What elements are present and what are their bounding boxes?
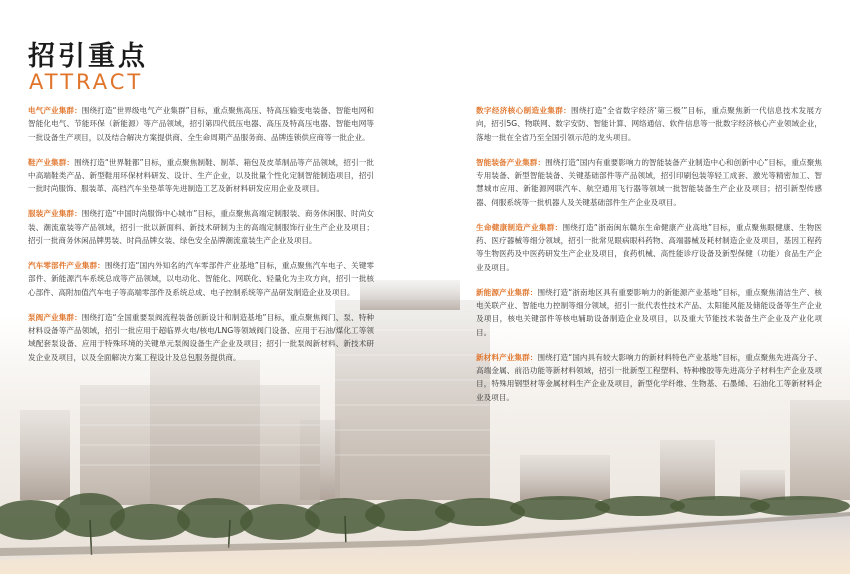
cluster-text: 围绕打造“浙南闽东赣东生命健康产业高地”目标，重点聚焦眼健康、生物医药、医疗器械等细分领域，招引一批常见眼病眼科药物、高端器械及耗材制造企业及项目，基因工程药等生物医药及中医药研发生产企业及项目，食药机械、高性能诊疗设备及新型保健（功能）食品生产企业及项目。 <box>476 222 822 272</box>
cluster-paragraph <box>28 311 374 364</box>
left-column <box>28 104 374 376</box>
cluster-paragraph <box>476 286 822 339</box>
cluster-paragraph <box>28 156 374 196</box>
cluster-text: 围绕打造“浙南地区具有重要影响力的新能源产业基地”目标，重点聚焦清洁生产、核电关联产业、智能电力控制等细分领域，招引一批代表性技术产品、太阳能风能及储能设备等生产企业及项目，核电关键部件等核电辅助设备制造企业及项目，以及重大节能技术装备生产企业及产业化项目。 <box>476 287 822 337</box>
cluster-heading: 智能装备产业集群： <box>476 157 546 167</box>
cluster-paragraph <box>476 221 822 274</box>
cluster-text: 围绕打造“国内具有较大影响力的新材料特色产业基地”目标，重点聚焦先进高分子、高端金属、前沿功能等新材料领域，招引一批新型工程塑料、特种橡胶等先进高分子材料生产企业及项目，特殊用钢型材等金属材料生产企业及项目，新型化学纤维、生物基、石墨烯、石油化工等新材料企业及项目。 <box>476 352 822 402</box>
page-title: 招引重点 <box>28 41 148 72</box>
cluster-heading: 新能源产业集群： <box>476 287 538 297</box>
cluster-text: 围绕打造“国内外知名的汽车零部件产业基地”目标，重点聚焦汽车电子、关键零部件、新能源汽车系统总成等产品领域，以电动化、智能化、网联化、轻量化为主攻方向，招引一批核心部件、高附加值汽车电子等高端零部件及系统总成、电子控制系统等产品研发制造企业及项目。 <box>28 261 374 297</box>
cluster-paragraph <box>28 104 374 144</box>
cluster-heading: 汽车零部件产业集群： <box>28 261 105 271</box>
cluster-heading: 泵阀产业集群： <box>28 312 82 322</box>
cluster-paragraph <box>28 259 374 299</box>
cluster-text: 围绕打造“全省数字经济‘第三极’”目标，重点聚焦新一代信息技术发展方向，招引5G、物联网、数字安防、智能计算、网络通信、软件信息等一批数字经济核心产业领域企业，落地一批在全省乃至全国引领示范的龙头项目。 <box>476 106 822 142</box>
cluster-paragraph <box>476 351 822 404</box>
cluster-text: 围绕打造“中国时尚服饰中心城市”目标，重点聚焦高端定制服装、商务休闲服、时尚女装、潮流童装等产品领域，招引一批以新面料、新技术研制为主的高端定制服饰行业生产企业及项目；招引一批商务休闲品牌男装、时尚品牌女装、绿色安全品牌潮流童装生产企业及项目。 <box>28 209 374 245</box>
cluster-heading: 新材料产业集群： <box>476 352 538 362</box>
cluster-paragraph <box>28 207 374 247</box>
page-subtitle: ATTRACT <box>29 70 144 94</box>
cluster-heading: 电气产业集群： <box>28 106 82 115</box>
cluster-text: 围绕打造“国内有重要影响力的智能装备产业制造中心和创新中心”目标，重点聚焦专用装备、新型智能装备、关键基础部件等产品领域，招引印刷包装等轻工成套、激光等精密加工、智慧城市应用、新能源网联汽车、航空通用飞行器等领域一批智能装备生产企业及项目；招引新型传感器、伺服系统等一批机器人及关键基础部件生产企业及项目。 <box>476 157 823 207</box>
cluster-text: 围绕打造“全国重要泵阀流程装备创新设计和制造基地”目标，重点聚焦阀门、泵、特种材料设备等产品领域，招引一批应用于超临界火电/核电/LNG等领域阀门设备、应用于石油/煤化工等领域配套泵设备、应用于特殊环境的关键单元泵阀设备生产企业及项目；招引一批泵阀新材料、新技术研发企业及项目，以及全面解决方案工程设计及总包服务提供商。 <box>28 312 374 362</box>
cluster-heading: 服装产业集群： <box>28 209 82 219</box>
cluster-paragraph <box>476 156 822 209</box>
cluster-heading: 生命健康制造产业集群： <box>476 222 563 232</box>
cluster-heading: 鞋产业集群： <box>28 157 75 167</box>
cluster-text: 围绕打造“世界鞋都”目标，重点聚焦制鞋、制革、箱包及皮革制品等产品领域，招引一批中高端鞋类产品、新型鞋用环保材料研发、设计、生产企业，以及批量个性化定制智能制造项目，招引一批时尚服饰、服装革、高档汽车坐垫革等先进制造工艺及新材料研发应用企业及项目。 <box>28 157 375 194</box>
cluster-heading: 数字经济核心制造业集群： <box>476 106 572 115</box>
right-column <box>476 104 822 416</box>
cluster-paragraph <box>476 104 822 144</box>
cluster-text: 围绕打造“世界级电气产业集群”目标，重点聚焦高压、特高压输变电装备、智能电网和智能化电气、节能环保（新能源）等产品领域，招引第四代低压电器、高压及特高压电器、智能电网等一批设备生产项目，以及结合解决方案提供商、全生命周期产品服务商、品牌连锁供应商等一批企业。 <box>28 106 374 142</box>
